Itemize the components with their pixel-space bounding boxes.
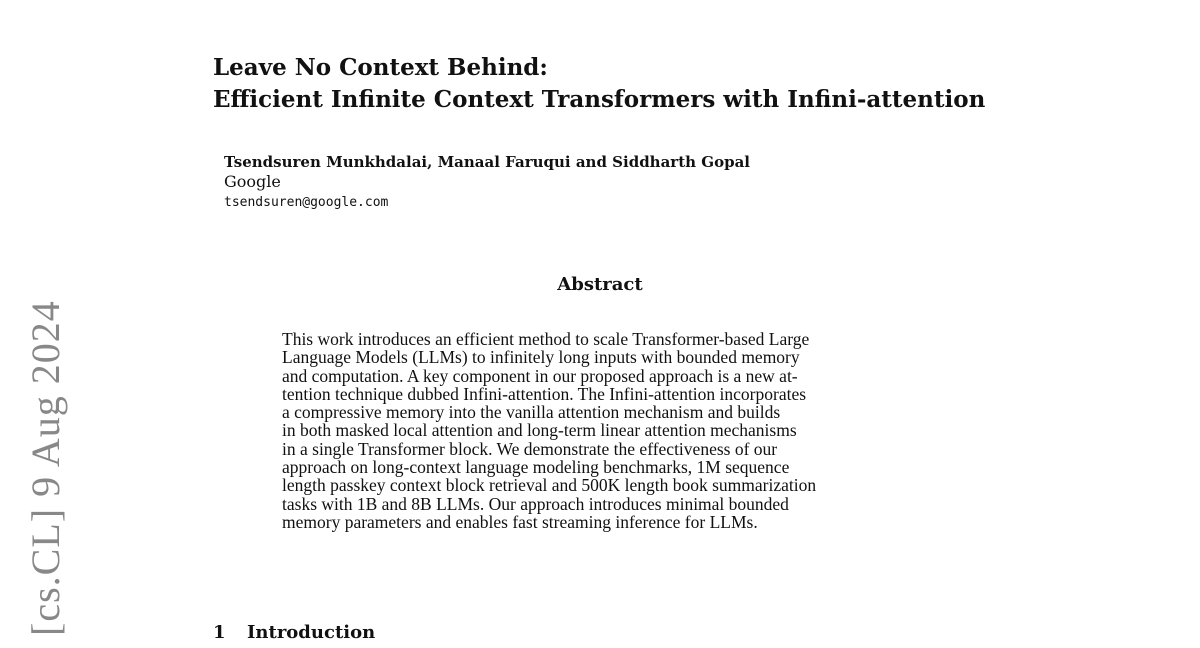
abstract-line: tention technique dubbed Infini-attention. The Infini-attention incorporates <box>282 383 807 404</box>
section-title: Introduction <box>247 622 376 643</box>
section-number: 1 <box>213 622 226 643</box>
abstract-line: a compressive memory into the vanilla attention mechanism and builds <box>282 402 781 423</box>
section-heading-introduction <box>213 620 375 646</box>
abstract-line: approach on long-context language modeling benchmarks, 1M sequence <box>282 457 790 478</box>
abstract-line: memory parameters and enables fast streaming inference for LLMs. <box>282 511 758 532</box>
author-affiliation: Google <box>224 172 281 191</box>
abstract-line: and computation. A key component in our proposed approach is a new at- <box>282 365 798 386</box>
author-email: tsendsuren@google.com <box>224 195 389 210</box>
abstract-line: in both masked local attention and long-term linear attention mechanisms <box>282 420 797 441</box>
title-line-2: Efficient Infinite Context Transformers with Infini-attention <box>213 86 986 113</box>
abstract-body <box>282 330 922 531</box>
abstract-line: Language Models (LLMs) to infinitely long inputs with bounded memory <box>282 347 800 368</box>
paper-title <box>213 52 1113 116</box>
title-line-1: Leave No Context Behind: <box>213 54 548 81</box>
abstract-line: tasks with 1B and 8B LLMs. Our approach introduces minimal bounded <box>282 493 789 514</box>
author-names: Tsendsuren Munkhdalai, Manaal Faruqui and Siddharth Gopal <box>224 153 750 171</box>
abstract-heading: Abstract <box>557 274 643 295</box>
abstract-line: in a single Transformer block. We demonstrate the effectiveness of our <box>282 438 778 459</box>
abstract-line: This work introduces an efficient method to scale Transformer-based Large <box>282 329 810 349</box>
author-block <box>224 152 1024 214</box>
arxiv-stamp: [cs.CL] 9 Aug 2024 <box>23 300 68 636</box>
abstract-line: length passkey context block retrieval and 500K length book summarization <box>282 475 817 496</box>
